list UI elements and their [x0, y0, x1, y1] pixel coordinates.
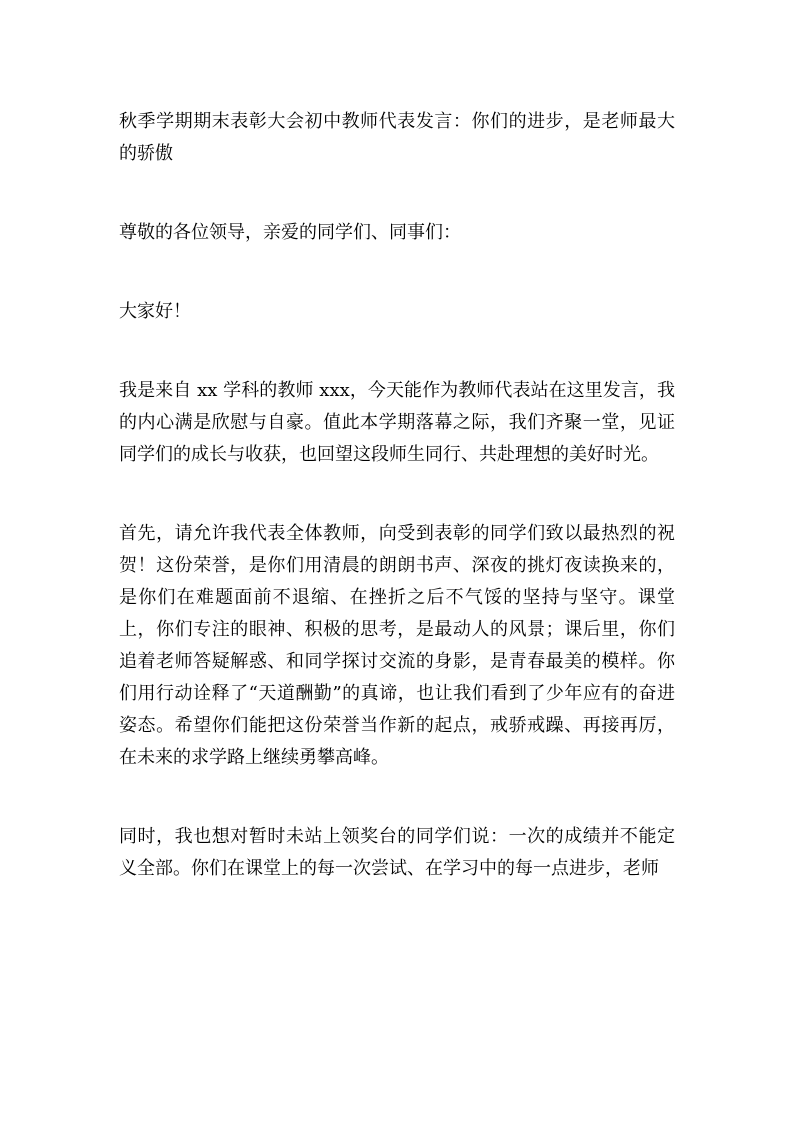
paragraph-intro: 我是来自 xx 学科的教师 xxx，今天能作为教师代表站在这里发言，我的内心满是欣慰与自豪。值此本学期落幕之际，我们齐聚一堂，见证同学们的成长与收获，也回望这段师生同行、共赴理想的美好时光。	[119, 380, 675, 465]
salutation: 尊敬的各位领导，亲爱的同学们、同事们：	[119, 222, 461, 243]
paragraph-congratulations: 首先，请允许我代表全体教师，向受到表彰的同学们致以最热烈的祝贺！这份荣誉，是你们用清晨的朗朗书声、深夜的挑灯夜读换来的，是你们在难题面前不退缩、在挫折之后不气馁的坚持与坚守。课堂上，你们专注的眼神、积极的思考，是最动人的风景；课后里，你们追着老师答疑解惑、和同学探讨交流的身影，是青春最美的模样。你们用行动诠释了“天道酬勤”的真谛，也让我们看到了少年应有的奋进姿态。希望你们能把这份荣誉当作新的起点，戒骄戒躁、再接再厉，在未来的求学路上继续勇攀高峰。	[119, 523, 675, 768]
document-title: 秋季学期期末表彰大会初中教师代表发言：你们的进步，是老师最大的骄傲	[119, 111, 675, 164]
document-body	[119, 106, 675, 932]
greeting: 大家好！	[119, 301, 191, 322]
paragraph-encouragement: 同时，我也想对暂时未站上领奖台的同学们说：一次的成绩并不能定义全部。你们在课堂上的每一次尝试、在学习中的每一点进步，老师	[119, 826, 675, 879]
